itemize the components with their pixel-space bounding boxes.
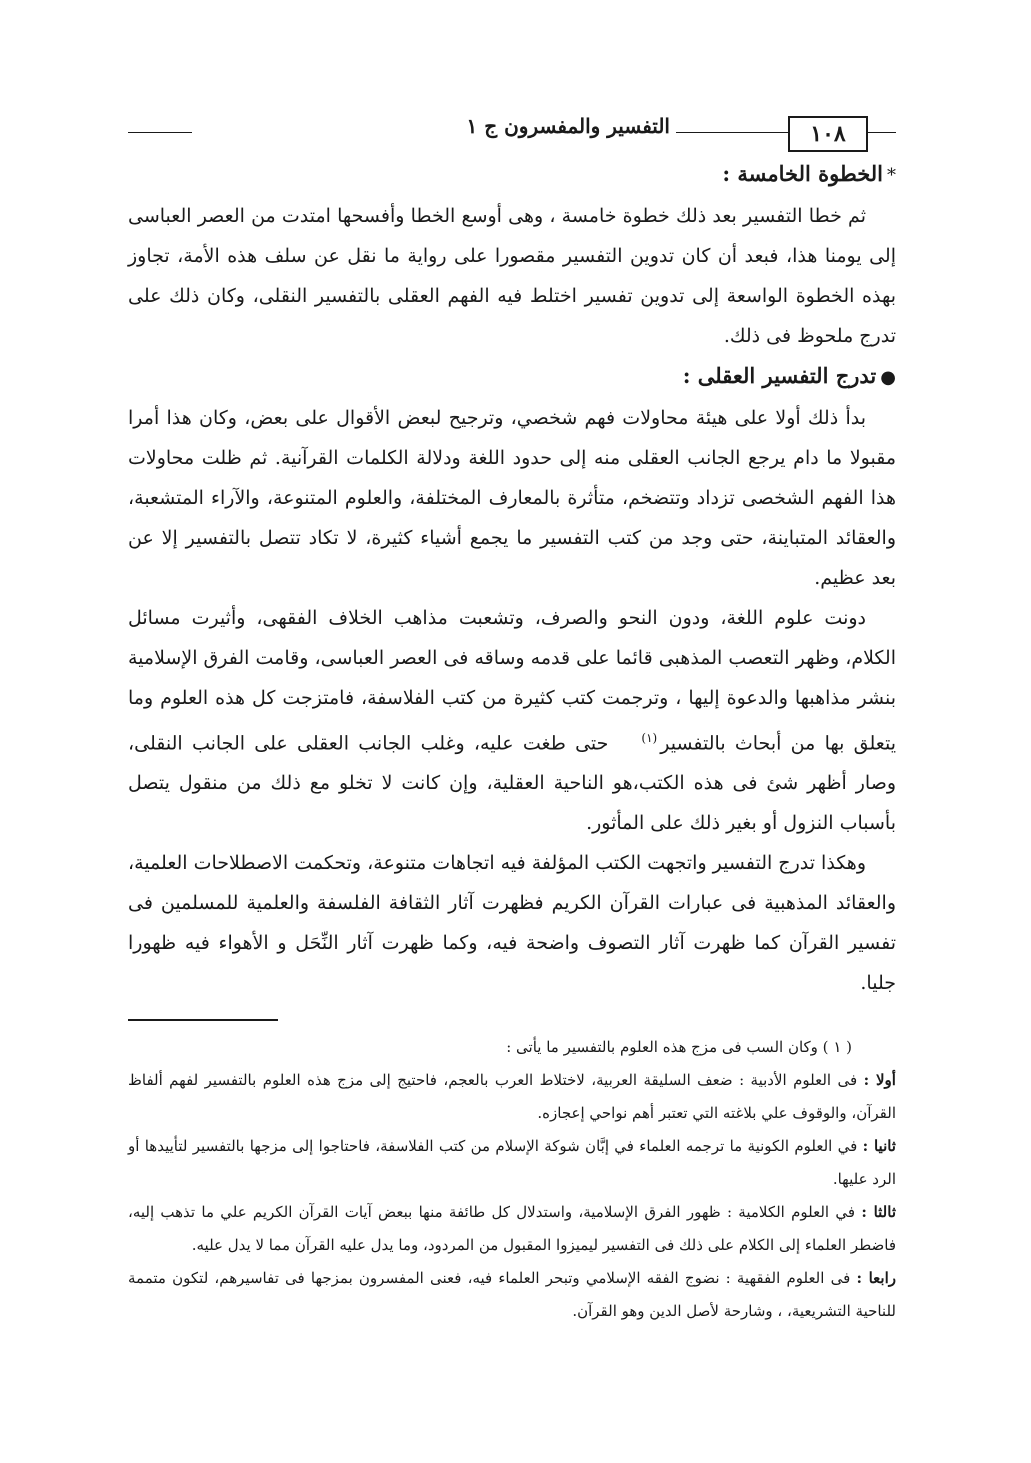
footnote-item: [128, 1196, 896, 1262]
footnote-text: في العلوم الكلامية : ظهور الفرق الإسلامية، واستدلال كل طائفة منها ببعض آيات القرآن الكريم علي ما تذهب إليه، فاضطر العلماء إلى الكلام على ذلك فى التفسير ليميزوا المقبول من المردود، وما يدل عليه القرآن مما لا يدل عليه.: [128, 1203, 896, 1255]
footnote-item: [128, 1262, 896, 1328]
header-rule: [676, 132, 788, 133]
footnote-lead: ثالثا :: [861, 1203, 897, 1222]
heading-text: تدرج التفسير العقلى :: [682, 363, 877, 388]
footnote-intro: ( ١ ) وكان السب فى مزج هذه العلوم بالتفسير ما يأتى :: [506, 1038, 852, 1057]
footnote-lead: أولا :: [863, 1071, 896, 1090]
header-rule: [868, 132, 896, 133]
footnote-divider: [128, 1019, 278, 1021]
footnote-item: [128, 1130, 896, 1196]
page-number-box: ١٠٨: [788, 116, 868, 152]
section-heading-fifth-step: [128, 154, 896, 196]
section-heading-rational-tafsir: [128, 356, 896, 398]
paragraph-text: حتى طغت عليه، وغلب الجانب العقلى على الجانب النقلى، وصار أظهر شئ فى هذه الكتب،هو الناحية العقلية، وإن كانت لا تخلو مع ذلك من منقول يتصل بأسباب النزول أو بغير ذلك على المأثور.: [128, 732, 896, 835]
running-title: التفسير والمفسرون ج ١: [466, 114, 670, 138]
footnote-lead: ثانيا :: [862, 1137, 896, 1156]
main-text: [128, 154, 896, 1003]
paragraph: ثم خطا التفسير بعد ذلك خطوة خامسة ، وهى أوسع الخطا وأفسحها امتدت من العصر العباسى إلى يومنا هذا، فبعد أن كان تدوين التفسير مقصورا على رواية ما نقل عن سلف هذه الأمة، تجاوز بهذه الخطوة الواسعة إلى تدوين تفسير اختلط فيه الفهم العقلى بالتفسير النقلى، وكان ذلك على تدرج ملحوظ فى ذلك.: [128, 205, 896, 347]
footnote-item: [128, 1064, 896, 1130]
paragraph: بدأ ذلك أولا على هيئة محاولات فهم شخصي، وترجيح لبعض الأقوال على بعض، وكان هذا أمرا مقبولا ما دام يرجع الجانب العقلى منه إلى حدود اللغة ودلالة الكلمات القرآنية. ثم ظلت محاولات هذا الفهم الشخصى تزداد وتتضخم، متأثرة بالمعارف المختلفة، والعلوم المتنوعة، والآراء المتشعبة، والعقائد المتباينة، حتى وجد من كتب التفسير ما يجمع أشياء كثيرة، لا تكاد تتصل بالتفسير إلا عن بعد عظيم.: [128, 407, 896, 589]
book-page: [128, 110, 896, 1328]
paragraph-text: دونت علوم اللغة، ودون النحو والصرف، وتشعبت مذاهب الخلاف الفقهى، وأثيرت مسائل الكلام، وظهر التعصب المذهبى قائما على قدمه وساقه فى العصر العباسى، وقامت الفرق الإسلامية بنشر مذاهبها والدعوة إليها ، وترجمت كتب كثيرة من كتب الفلاسفة، فامتزجت كل هذه العلوم وما يتعلق بها من أبحاث بالتفسير: [128, 607, 896, 755]
footnote-reference[interactable]: (١): [641, 731, 658, 745]
footnote-text: في العلوم الكونية ما ترجمه العلماء في إبَّان شوكة الإسلام من كتب الفلاسفة، فاحتاجوا إلى مزجها بالتفسير لتأييدها أو الرد عليها.: [128, 1137, 896, 1189]
header-rule: [128, 132, 192, 133]
footnote-text: فى العلوم الفقهية : نضوج الفقه الإسلامي وتبحر العلماء فيه، فعنى المفسرون بمزجها فى تفاسيرهم، لتكون متممة للناحية التشريعية، ، وشارحة لأصل الدين وهو القرآن.: [128, 1269, 896, 1321]
footnote-lead: رابعا :: [856, 1269, 896, 1288]
paragraph: وهكذا تدرج التفسير واتجهت الكتب المؤلفة فيه اتجاهات متنوعة، وتحكمت الاصطلاحات العلمية، والعقائد المذهبية فى عبارات القرآن الكريم فظهرت آثار الثقافة الفلسفة والعلمية للمسلمين فى تفسير القرآن كما ظهرت آثار التصوف واضحة فيه، وكما ظهرت آثار النِّحَل و الأهواء فيه ظهورا جليا.: [128, 852, 896, 995]
footnotes: [128, 1031, 896, 1328]
footnote-text: فى العلوم الأدبية : ضعف السليقة العربية، لاختلاط العرب بالعجم، فاحتيج إلى مزج هذه العلوم بالتفسير لفهم ألفاظ القرآن، والوقوف علي بلاغته التي تعتبر أهم نواحي إعجازه.: [128, 1071, 896, 1123]
bullet-icon: ●: [880, 367, 896, 388]
paragraph: [128, 598, 896, 843]
asterisk-icon: *: [887, 165, 896, 186]
page-header: [128, 110, 896, 154]
heading-text: الخطوة الخامسة :: [722, 161, 883, 186]
